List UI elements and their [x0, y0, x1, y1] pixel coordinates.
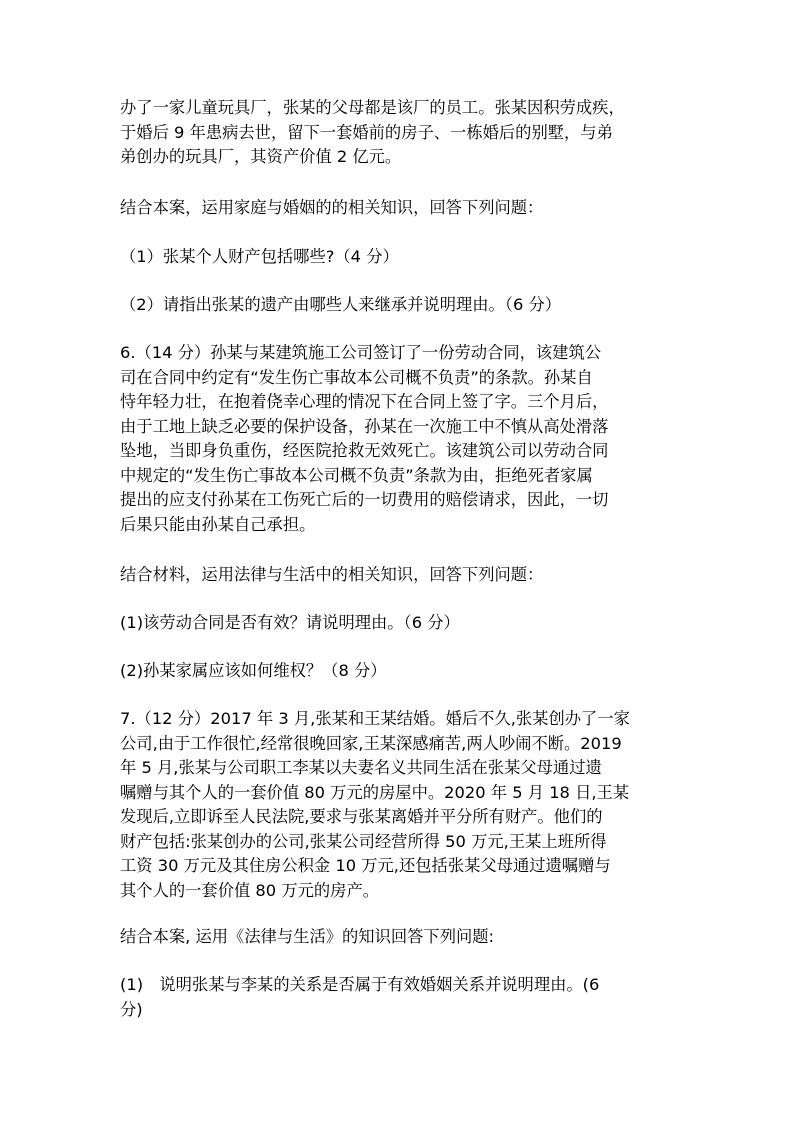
paragraph: [120, 293, 685, 318]
text-line: 中规定的“发生伤亡事故本公司概不负责”条款为由，拒绝死者家属: [120, 465, 593, 485]
text-line: (2)孙某家属应该如何维权？（8 分）: [120, 661, 387, 680]
text-line: （2）请指出张某的遗产由哪些人来继承并说明理由。（6 分）: [120, 295, 562, 314]
text-line: 年 5 月,张某与公司职工李某以夫妻名义共同生活在张某父母通过遗: [120, 758, 602, 777]
paragraph: [120, 707, 685, 903]
paragraph: [120, 341, 685, 537]
text-line: (1) 说明张某与李某的关系是否属于有效婚姻关系并说明理由。(6: [120, 975, 600, 994]
paragraph: [120, 659, 685, 684]
text-line: 其个人的一套价值 80 万元的房产。: [120, 880, 380, 900]
text-line: 公司,由于工作很忙,经常很晚回家,王某深感痛苦,两人吵闹不断。2019: [120, 733, 622, 753]
text-line: (1)该劳动合同是否有效？请说明理由。（6 分）: [120, 613, 460, 632]
paragraph: [120, 611, 685, 636]
text-line: 结合本案, 运用《法律与生活》的知识回答下列问题:: [120, 927, 495, 946]
text-line: 办了一家儿童玩具厂，张某的父母都是该厂的员工。张某因积劳成疾，: [120, 98, 625, 117]
text-line: 提出的应支付孙某在工伤死亡后的一切费用的赔偿请求，因此，一切: [120, 490, 609, 509]
paragraph: [120, 96, 685, 170]
paragraph: [120, 196, 685, 221]
text-line: 弟创办的玩具厂，其资产价值 2 亿元。: [120, 147, 402, 166]
text-line: 坠地，当即身负重伤，经医院抢救无效死亡。该建筑公司以劳动合同: [120, 441, 609, 460]
text-line: 财产包括:张某创办的公司,张某公司经营所得 50 万元,王某上班所得: [120, 831, 607, 851]
text-line: 结合材料，运用法律与生活中的相关知识，回答下列问题：: [120, 565, 544, 584]
paragraph: [120, 925, 685, 950]
text-line: （1）张某个人财产包括哪些?（4 分）: [120, 247, 399, 266]
text-line: 结合本案，运用家庭与婚姻的的相关知识，回答下列问题：: [120, 198, 544, 217]
text-line: 6.（14 分）孙某与某建筑施工公司签订了一份劳动合同，该建筑公: [120, 343, 602, 362]
text-line: 司在合同中约定有“发生伤亡事故本公司概不负责”的条款。孙某自: [120, 367, 593, 387]
paragraph: [120, 973, 685, 1022]
paragraph: [120, 245, 685, 270]
text-line: 工资 30 万元及其住房公积金 10 万元,还包括张某父母通过遗嘱赠与: [120, 856, 611, 875]
text-line: 后果只能由孙某自己承担。: [120, 514, 316, 534]
text-line: 发现后,立即诉至人民法院,要求与张某离婚并平分所有财产。他们的: [120, 807, 603, 826]
text-line: 由于工地上缺乏必要的保护设备，孙某在一次施工中不慎从高处滑落: [120, 416, 609, 436]
paragraph: [120, 563, 685, 588]
text-line: 于婚后 9 年患病去世，留下一套婚前的房子、一栋婚后的别墅，与弟: [120, 122, 613, 142]
text-line: 7.（12 分）2017 年 3 月,张某和王某结婚。婚后不久,张某创办了一家: [120, 709, 630, 728]
text-line: 嘱赠与其个人的一套价值 80 万元的房屋中。2020 年 5 月 18 日,王某: [120, 782, 630, 802]
text-line: 分): [120, 999, 143, 1019]
text-line: 恃年轻力壮，在抱着侥幸心理的情况下在合同上签了字。三个月后，: [120, 392, 609, 411]
